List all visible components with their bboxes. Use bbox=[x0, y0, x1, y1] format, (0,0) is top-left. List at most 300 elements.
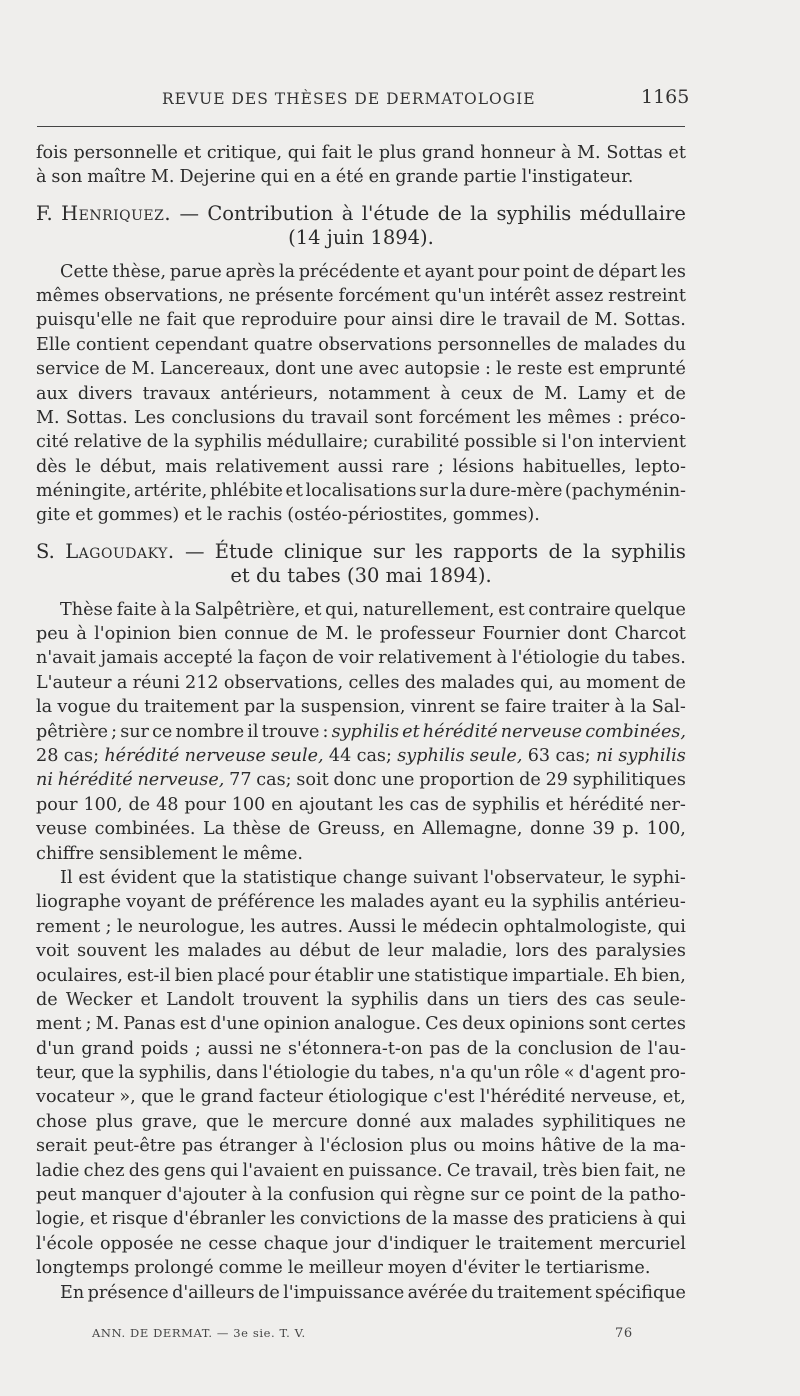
word: des bbox=[404, 672, 436, 693]
word: confusion bbox=[288, 1185, 375, 1206]
word: chiffre bbox=[36, 843, 95, 864]
word: à bbox=[496, 648, 508, 669]
word: hérédité bbox=[57, 770, 133, 791]
word: se bbox=[480, 697, 500, 718]
word: de bbox=[519, 770, 541, 791]
word: assez bbox=[555, 285, 604, 306]
word: de bbox=[664, 672, 686, 693]
word: poids bbox=[140, 1038, 189, 1059]
word: à bbox=[614, 697, 626, 718]
word: 100 bbox=[231, 794, 266, 815]
word: début bbox=[299, 941, 351, 962]
word: de bbox=[444, 794, 467, 815]
word: plus bbox=[409, 1136, 448, 1157]
word: syphilis bbox=[618, 745, 686, 766]
word: de bbox=[437, 201, 462, 225]
word: cependant bbox=[154, 334, 249, 355]
word: ne bbox=[259, 1038, 282, 1059]
paragraph-line bbox=[36, 382, 686, 406]
word: la bbox=[494, 1038, 512, 1059]
word: naturellement, bbox=[362, 599, 495, 620]
word: logie, bbox=[36, 1209, 86, 1230]
word: (ostéo-périostites, bbox=[287, 505, 448, 526]
word: 29 bbox=[545, 770, 568, 791]
word: les bbox=[660, 261, 686, 282]
thesis-heading-line bbox=[36, 540, 686, 564]
word: de bbox=[258, 1282, 280, 1303]
word: (14 bbox=[288, 226, 321, 250]
word: rement bbox=[36, 916, 101, 937]
word: moyen bbox=[387, 1258, 447, 1279]
paragraph-line bbox=[36, 357, 686, 381]
paragraph-line bbox=[36, 890, 686, 914]
word: seule, bbox=[271, 745, 324, 766]
word: règne bbox=[413, 1185, 466, 1206]
word: vinrent bbox=[410, 697, 475, 718]
word: maître bbox=[87, 167, 146, 188]
word: dans bbox=[216, 1063, 259, 1084]
word: cas; bbox=[356, 745, 392, 766]
word: du bbox=[354, 1063, 377, 1084]
word: d'un bbox=[36, 1038, 75, 1059]
word: sur bbox=[470, 1185, 500, 1206]
paragraph-line bbox=[36, 503, 686, 527]
word: oculaires, bbox=[36, 965, 123, 986]
word: ayant bbox=[429, 892, 479, 913]
word: ne bbox=[664, 1160, 686, 1181]
word: une bbox=[381, 770, 415, 791]
word: syphilis bbox=[331, 721, 400, 742]
word: préférence bbox=[217, 892, 315, 913]
word: du bbox=[471, 1282, 494, 1303]
word: traiter bbox=[551, 697, 610, 718]
word: de bbox=[619, 1038, 642, 1059]
paragraph-line bbox=[36, 1134, 686, 1158]
word: et bbox=[402, 721, 420, 742]
word: de bbox=[190, 892, 213, 913]
word: opinions bbox=[509, 1014, 585, 1035]
word: sur bbox=[419, 481, 448, 502]
word: est bbox=[567, 359, 594, 380]
word: médullaire bbox=[579, 201, 686, 225]
word: de bbox=[466, 1038, 489, 1059]
word: Cette bbox=[60, 261, 109, 282]
word: 63 bbox=[527, 745, 551, 766]
word: aux bbox=[36, 383, 68, 404]
word: placé bbox=[217, 965, 265, 986]
word: bien bbox=[178, 624, 217, 645]
word: fait bbox=[321, 143, 352, 163]
word: grande bbox=[395, 167, 459, 188]
word: combinées. bbox=[94, 819, 196, 840]
word: voit bbox=[36, 941, 70, 962]
word: restreint bbox=[608, 285, 686, 306]
paragraph-line bbox=[36, 622, 686, 646]
word: précédente bbox=[298, 261, 400, 282]
word: l'étiologie bbox=[511, 648, 600, 669]
word: a bbox=[320, 167, 331, 188]
word: est bbox=[498, 599, 525, 620]
word: pour bbox=[184, 794, 226, 815]
word: Les bbox=[134, 407, 166, 428]
word: nerveuse, bbox=[570, 1087, 658, 1108]
word: rapports bbox=[453, 539, 539, 563]
word: donné bbox=[356, 1111, 412, 1132]
word: personnelle bbox=[73, 143, 178, 163]
word: jour bbox=[335, 1233, 371, 1254]
word: tabes. bbox=[632, 648, 686, 669]
word: hérédité bbox=[568, 794, 644, 815]
word: l'on bbox=[561, 432, 594, 453]
word: Landolt bbox=[166, 989, 235, 1010]
word: des bbox=[513, 1209, 544, 1230]
word: à bbox=[560, 143, 572, 163]
word: vogue bbox=[57, 697, 111, 718]
word: lepto- bbox=[634, 456, 686, 477]
word: ; bbox=[105, 916, 112, 937]
word: localisations bbox=[305, 481, 417, 502]
word: de bbox=[288, 819, 311, 840]
word: pour bbox=[477, 261, 520, 282]
word: pour bbox=[268, 965, 311, 986]
word: dont bbox=[567, 624, 608, 645]
word: le bbox=[116, 916, 133, 937]
word: intervient bbox=[598, 432, 686, 453]
word: Dejerine bbox=[179, 167, 256, 188]
word: de bbox=[572, 261, 595, 282]
word: relativement bbox=[215, 456, 330, 477]
word: n'a bbox=[439, 1063, 466, 1084]
word: Panas bbox=[123, 1014, 176, 1035]
word: malades bbox=[440, 672, 515, 693]
word: l'impuissance bbox=[283, 1282, 405, 1303]
paragraph-line bbox=[36, 141, 686, 165]
word: Wecker bbox=[65, 989, 133, 1010]
word: d'ailleurs bbox=[172, 1282, 255, 1303]
word: forcément bbox=[338, 285, 430, 306]
word: en bbox=[322, 1160, 345, 1181]
word: facteur bbox=[258, 1087, 323, 1108]
word: est-il bbox=[126, 965, 171, 986]
word: S. bbox=[36, 539, 55, 563]
word: sur bbox=[120, 721, 149, 742]
word: ni bbox=[36, 770, 53, 791]
word: et bbox=[636, 383, 655, 404]
word: à bbox=[440, 383, 451, 404]
word: Elle bbox=[36, 334, 71, 355]
word: le bbox=[480, 310, 497, 331]
word: phlébite bbox=[209, 481, 283, 502]
word: de bbox=[358, 941, 380, 962]
word: malades bbox=[350, 892, 425, 913]
word: L'auteur bbox=[36, 672, 112, 693]
word: syphilitiques bbox=[542, 1111, 656, 1132]
word: dire bbox=[439, 310, 475, 331]
word: praticiens bbox=[548, 1209, 638, 1230]
paragraph-line bbox=[36, 646, 686, 670]
word: un bbox=[477, 989, 500, 1010]
word: le bbox=[222, 843, 239, 864]
word: emprunté bbox=[599, 359, 686, 380]
word: cas bbox=[409, 794, 439, 815]
word: la bbox=[221, 867, 238, 888]
word: ; bbox=[437, 456, 444, 477]
word: qui bbox=[210, 1160, 239, 1181]
word: bien, bbox=[641, 965, 686, 986]
word: de bbox=[296, 624, 319, 645]
word: les bbox=[378, 794, 404, 815]
word: soit bbox=[296, 770, 329, 791]
word: seule- bbox=[633, 989, 686, 1010]
word: que bbox=[182, 867, 216, 888]
word: le bbox=[75, 456, 92, 477]
word: pour bbox=[343, 310, 386, 331]
word: clinique bbox=[283, 539, 363, 563]
word: M. bbox=[577, 143, 601, 163]
word: divers bbox=[77, 383, 133, 404]
word: bien bbox=[174, 965, 214, 986]
word: donne bbox=[529, 819, 585, 840]
word: honneur bbox=[480, 143, 556, 163]
word: et bbox=[230, 564, 250, 588]
word: à bbox=[642, 1209, 653, 1230]
word: autopsie bbox=[404, 359, 481, 380]
word: sont bbox=[374, 407, 413, 428]
paragraph-line bbox=[36, 1061, 686, 1085]
word: opposée bbox=[99, 1233, 174, 1254]
word: très bbox=[542, 1160, 578, 1181]
word: Aussi bbox=[348, 916, 397, 937]
word: de bbox=[36, 989, 58, 1010]
word: nerveuse bbox=[184, 745, 266, 766]
word: d'éviter bbox=[451, 1258, 520, 1279]
word: de bbox=[664, 383, 686, 404]
word: statistique bbox=[242, 867, 337, 888]
word: rare bbox=[391, 456, 430, 477]
word: avec bbox=[358, 359, 400, 380]
word: des bbox=[556, 989, 588, 1010]
word: trouvent bbox=[242, 989, 319, 1010]
word: ; bbox=[85, 1014, 92, 1035]
word: Fournier bbox=[482, 624, 560, 645]
word: antérieurs, bbox=[220, 383, 319, 404]
word: Charcot bbox=[614, 624, 686, 645]
word: Sottas. bbox=[65, 407, 128, 428]
word: observations bbox=[318, 334, 433, 355]
word: syphilitiques bbox=[572, 770, 686, 791]
word: », bbox=[119, 1087, 136, 1108]
word: contient bbox=[76, 334, 150, 355]
word: change bbox=[342, 867, 408, 888]
word: le bbox=[496, 359, 513, 380]
word: pour bbox=[36, 794, 78, 815]
word: cas; bbox=[256, 770, 292, 791]
word: seule, bbox=[470, 745, 523, 766]
word: la bbox=[470, 201, 489, 225]
word: ou bbox=[453, 1136, 476, 1157]
word: traitement bbox=[497, 1233, 593, 1254]
word: en bbox=[293, 167, 316, 188]
word: pêtrière bbox=[36, 721, 109, 742]
word: présence bbox=[87, 1282, 169, 1303]
word: tabes, bbox=[381, 1063, 436, 1084]
word: faire bbox=[504, 697, 547, 718]
word: 77 bbox=[229, 770, 252, 791]
word: puissance. bbox=[348, 1160, 443, 1181]
word: conclusions bbox=[171, 407, 276, 428]
word: grave, bbox=[141, 1111, 198, 1132]
word: bien bbox=[581, 1160, 621, 1181]
word: curabilité bbox=[373, 432, 460, 453]
word: combinées, bbox=[585, 721, 686, 742]
word: ajoutant bbox=[298, 794, 373, 815]
word: meilleur bbox=[308, 1258, 383, 1279]
word: certes bbox=[630, 1014, 686, 1035]
word: ainsi bbox=[391, 310, 434, 331]
word: même. bbox=[243, 843, 303, 864]
word: observations, bbox=[104, 285, 224, 306]
word: les bbox=[154, 941, 180, 962]
word: l'étiologie bbox=[262, 1063, 351, 1084]
word: le bbox=[287, 1258, 304, 1279]
word: notamment bbox=[328, 383, 431, 404]
word: tabes bbox=[287, 564, 341, 588]
word: 100, bbox=[83, 794, 123, 815]
word: l'hérédité bbox=[479, 1087, 566, 1108]
word: que bbox=[141, 1087, 175, 1108]
word: mais bbox=[165, 456, 208, 477]
word: étranger bbox=[219, 1136, 297, 1157]
word: relative bbox=[73, 432, 142, 453]
word: M. bbox=[594, 310, 618, 331]
word: des bbox=[556, 941, 588, 962]
paragraph-line bbox=[36, 768, 686, 792]
word: chez bbox=[83, 1160, 125, 1181]
paragraph-line bbox=[36, 1183, 686, 1207]
word: souvent bbox=[77, 941, 147, 962]
word: début, bbox=[99, 456, 157, 477]
word: étiologique bbox=[328, 1087, 429, 1108]
word: ment bbox=[36, 1014, 82, 1035]
word: médullaire; bbox=[266, 432, 369, 453]
paragraph-line bbox=[36, 817, 686, 841]
word: le bbox=[206, 505, 223, 526]
word: gens bbox=[163, 1160, 206, 1181]
word: rachis bbox=[227, 505, 283, 526]
word: intérêt bbox=[489, 285, 551, 306]
word: ne bbox=[138, 310, 161, 331]
paragraph-line bbox=[36, 939, 686, 963]
word: Lamy bbox=[577, 383, 627, 404]
word: mêmes bbox=[36, 285, 100, 306]
word: la bbox=[279, 697, 296, 718]
word: connue bbox=[224, 624, 290, 645]
word: gommes) bbox=[97, 505, 180, 526]
word: cas; bbox=[555, 745, 591, 766]
word: les bbox=[250, 916, 276, 937]
sheet-number: 76 bbox=[615, 1326, 633, 1341]
thesis-heading-line bbox=[36, 564, 686, 588]
word: voir bbox=[338, 648, 374, 669]
paragraph-line bbox=[36, 793, 686, 817]
word: Allemagne, bbox=[422, 819, 523, 840]
word: la bbox=[630, 1136, 647, 1157]
word: avérée bbox=[407, 1282, 468, 1303]
word: conclusion bbox=[517, 1038, 613, 1059]
word: la bbox=[431, 1209, 449, 1230]
paragraph-line bbox=[36, 1012, 686, 1036]
word: peu bbox=[36, 624, 70, 645]
word: syphilis bbox=[397, 745, 465, 766]
page-number: 1165 bbox=[641, 86, 690, 108]
word: la bbox=[118, 1063, 135, 1084]
word: forcément bbox=[418, 407, 511, 428]
word: de bbox=[548, 539, 573, 563]
word: aux bbox=[419, 1111, 452, 1132]
word: mêmes bbox=[547, 407, 611, 428]
paragraph-line bbox=[36, 308, 686, 332]
word: grand bbox=[421, 143, 475, 163]
word: que bbox=[81, 1063, 115, 1084]
word: en bbox=[271, 794, 293, 815]
word: la bbox=[267, 1185, 284, 1206]
word: le bbox=[247, 1111, 264, 1132]
word: établir bbox=[314, 965, 374, 986]
word: et bbox=[303, 599, 322, 620]
word: possible bbox=[464, 432, 537, 453]
word: les bbox=[516, 407, 542, 428]
word: 212 bbox=[185, 672, 219, 693]
word: le bbox=[610, 867, 627, 888]
word: l'étude bbox=[361, 201, 430, 225]
signature-line: ANN. DE DERMAT. — 3e sie. T. V. bbox=[92, 1326, 306, 1340]
word: service bbox=[36, 359, 100, 380]
word: à bbox=[160, 599, 171, 620]
word: et, bbox=[662, 1087, 686, 1108]
word: fois bbox=[36, 143, 68, 163]
word: serait bbox=[36, 1136, 88, 1157]
word: malades bbox=[583, 334, 658, 355]
word: et bbox=[75, 505, 93, 526]
word: médecin bbox=[422, 916, 499, 937]
word: façon bbox=[258, 648, 308, 669]
word: et bbox=[668, 143, 686, 163]
word: Lagoudaky. bbox=[65, 539, 175, 563]
word: thèse, bbox=[112, 261, 167, 282]
word: travaux bbox=[142, 383, 211, 404]
word: qui bbox=[287, 143, 316, 163]
word: malades bbox=[459, 1111, 534, 1132]
word: d'agent bbox=[578, 1063, 646, 1084]
paragraph-line bbox=[36, 1159, 686, 1183]
word: comme bbox=[218, 1258, 283, 1279]
word: mai bbox=[385, 564, 422, 588]
word: moment bbox=[586, 672, 659, 693]
word: la bbox=[36, 697, 53, 718]
word: il bbox=[247, 721, 259, 742]
word: partie bbox=[463, 167, 517, 188]
word: La bbox=[202, 819, 226, 840]
word: ma- bbox=[652, 1136, 686, 1157]
word: suivant bbox=[413, 867, 478, 888]
word: la bbox=[607, 1185, 624, 1206]
word: peut bbox=[36, 1185, 77, 1206]
word: ni bbox=[596, 745, 614, 766]
word: ner- bbox=[649, 794, 686, 815]
word: plus bbox=[95, 1111, 133, 1132]
word: par bbox=[244, 697, 275, 718]
word: gommes). bbox=[452, 505, 540, 526]
